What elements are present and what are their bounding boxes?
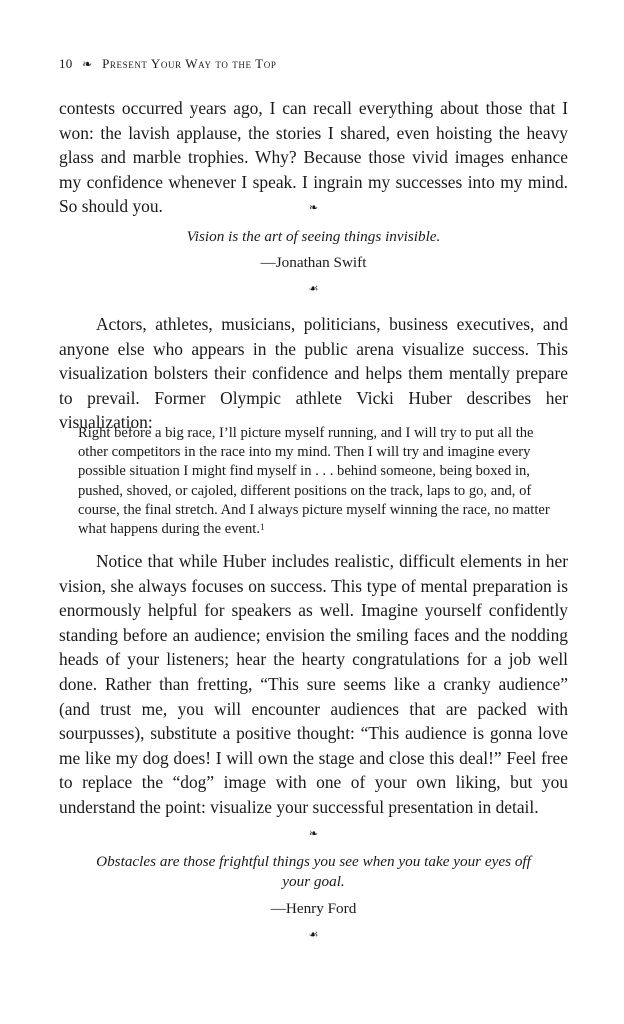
body-paragraph: contests occurred years ago, I can recall everything about those that I won: the lavish applause, the stories I shared, even hoisting the heavy glass and marble trophies. Why? Because those vivid images enhance my confidence whenever I speak. I ingrain my successes into my mind. So should you. [59,98,568,217]
epigraph-quote: Obstacles are those frightful things you see when you take your eyes off your goal. [96,853,531,890]
fleuron-top-icon: ❧ [308,828,319,840]
fleuron-bottom-icon: ☙ [308,929,319,941]
epigraph-swift [59,202,568,295]
fleuron-top-icon: ❧ [308,202,319,214]
epigraph-quote: Vision is the art of seeing things invisible. [186,228,441,245]
running-title: Present Your Way to the Top [102,56,277,71]
epigraph-ford [59,828,568,941]
body-paragraph: Actors, athletes, musicians, politicians, business executives, and anyone else who appears in the public arena visualize success. This visualization bolsters their confidence and helps them mentally prepare to prevail. Former Olympic athlete Vicki Huber describes her visualization: [59,314,568,433]
footnote-marker: 1 [259,522,265,533]
running-header [59,56,276,72]
fleuron-icon: ❧ [82,57,93,71]
paragraph-visualization [59,312,568,435]
paragraph-continued [59,96,568,219]
epigraph-attribution: —Henry Ford [270,900,357,917]
block-quotation [78,424,550,539]
fleuron-bottom-icon: ☙ [308,283,319,295]
paragraph-huber [59,549,568,820]
body-paragraph: Notice that while Huber includes realistic, difficult elements in her vision, she always focuses on success. This type of mental preparation is enormously helpful for speakers as well. Imagine yourself confidently standing before an audience; envision the smiling faces and the nodding heads of your listeners; hear the hearty congratulations for a job well done. Rather than fretting, “This sure seems like a cranky audience” (and trust me, you will encounter audiences that are packed with sourpusses), substitute a positive thought: “This audience is gonna love me like my dog does! I will own the stage and close this deal!” Feel free to replace the “dog” image with one of your own liking, but you understand the point: visualize your successful presentation in detail. [59,551,568,817]
block-quotation-text: Right before a big race, I’ll picture myself running, and I will try to put all the other competitors in the race into my mind. Then I will try and imagine every possible situation I might find myself in . . . behind someone, being boxed in, pushed, shoved, or cajoled, different positions on the track, laps to go, and, of course, the final stretch. And I always picture myself winning the race, no matter what happens during the event. [78,425,550,538]
epigraph-attribution: —Jonathan Swift [260,254,367,271]
page-number: 10 [59,56,73,71]
